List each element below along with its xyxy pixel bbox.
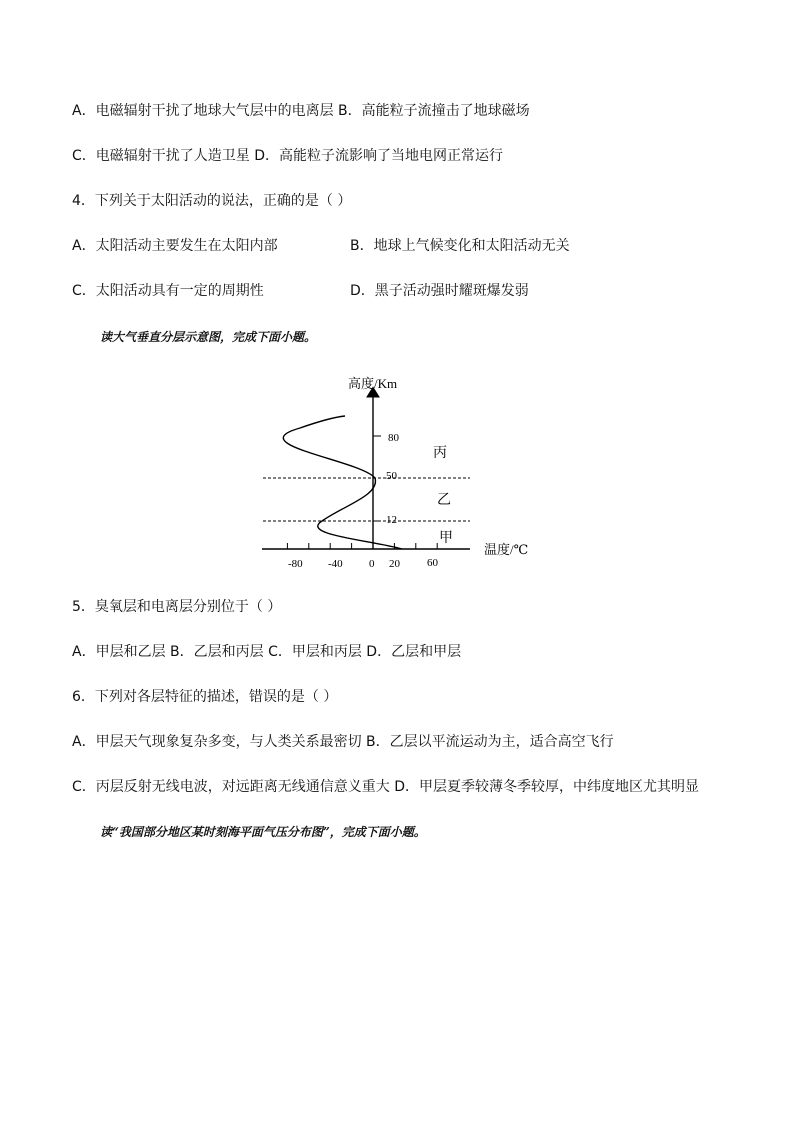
q3-options-line-1: A．电磁辐射干扰了地球大气层中的电离层 B．高能粒子流撞击了地球磁场 [72,103,530,119]
x-tick-label-0: 0 [369,558,375,570]
x-tick-label-20: 20 [389,558,400,570]
q6-options-line-1: A．甲层天气现象复杂多变，与人类关系最密切 B．乙层以平流运动为主，适合高空飞行 [72,734,614,750]
y-tick-label-12: 12 [386,514,397,526]
q3-options-line-2: C．电磁辐射干扰了人造卫星 D．高能粒子流影响了当地电网正常运行 [72,148,504,164]
x-tick-label-60: 60 [427,557,438,569]
x-tick-label-m80: -80 [288,558,303,570]
y-tick-label-50: 50 [386,470,397,482]
q4-stem: 4．下列关于太阳活动的说法，正确的是（ ） [72,193,352,209]
layer-label-bing: 丙 [433,446,447,461]
intro-atmosphere-diagram: 读大气垂直分层示意图，完成下面小题。 [100,330,317,344]
x-tick-label-m40: -40 [328,558,343,570]
q4-option-d: D．黑子活动强时耀斑爆发弱 [350,283,529,299]
y-tick-label-80: 80 [388,432,399,444]
q5-stem: 5．臭氧层和电离层分别位于（ ） [72,599,282,615]
x-axis-label: 温度/℃ [484,542,529,557]
temperature-profile-curve [283,416,402,549]
q4-option-a: A．太阳活动主要发生在太阳内部 [72,238,278,254]
q4-option-c: C．太阳活动具有一定的周期性 [72,283,264,299]
q5-options: A．甲层和乙层 B．乙层和丙层 C．甲层和丙层 D．乙层和甲层 [72,644,462,660]
q6-stem: 6．下列对各层特征的描述，错误的是（ ） [72,689,338,705]
q6-options-line-2: C．丙层反射无线电波，对远距离无线通信意义重大 D．甲层夏季较薄冬季较厚，中纬度地区尤其明显 [72,779,700,795]
y-axis-label: 高度/Km [348,376,398,391]
layer-label-yi: 乙 [437,493,451,508]
layer-label-jia: 甲 [439,531,453,546]
q4-option-b: B．地球上气候变化和太阳活动无关 [350,238,570,254]
intro-pressure-map: 读“我国部分地区某时刻海平面气压分布图”，完成下面小题。 [100,825,426,839]
